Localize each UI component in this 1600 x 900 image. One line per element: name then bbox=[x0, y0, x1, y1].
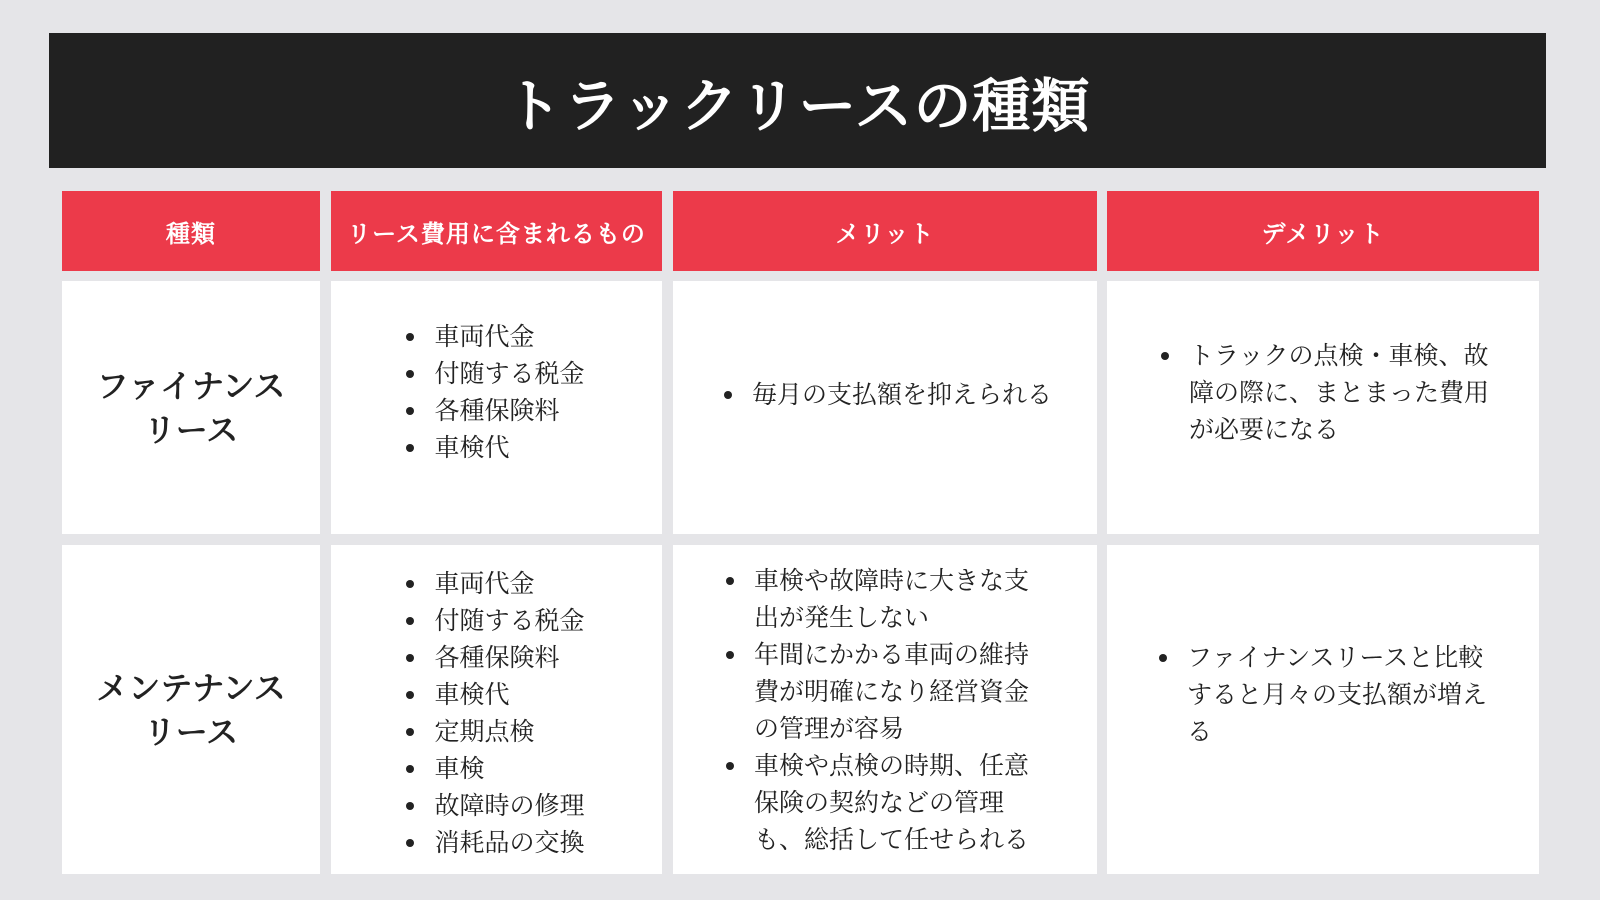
list-item: 定期点検 bbox=[400, 713, 584, 750]
row-maintenance-merit bbox=[673, 545, 1097, 874]
row-maintenance-type-line1: メンテナンス bbox=[96, 668, 286, 707]
row-finance-demerit bbox=[1107, 281, 1539, 534]
list-item: 車検代 bbox=[400, 429, 584, 466]
row-finance-included-list bbox=[400, 318, 584, 466]
row-finance-merit bbox=[673, 281, 1097, 534]
list-item: 車両代金 bbox=[400, 318, 584, 355]
row-finance-merit-list bbox=[718, 376, 1052, 413]
list-item: トラックの点検・車検、故障の際に、まとまった費用が必要になる bbox=[1155, 337, 1491, 448]
list-item: ファイナンスリースと比較すると月々の支払額が増える bbox=[1153, 639, 1493, 750]
list-item: 車検や点検の時期、任意保険の契約などの管理も、総括して任せられる bbox=[720, 747, 1050, 858]
header-included bbox=[331, 191, 662, 271]
list-item: 故障時の修理 bbox=[400, 787, 584, 824]
row-maintenance-included-list bbox=[400, 565, 584, 861]
header-demerit-label: デメリット bbox=[1261, 219, 1385, 248]
row-maintenance-demerit bbox=[1107, 545, 1539, 874]
header-demerit bbox=[1107, 191, 1539, 271]
row-finance-type-line2: リース bbox=[143, 410, 239, 449]
list-item: 各種保険料 bbox=[400, 392, 584, 429]
row-finance-included bbox=[331, 281, 662, 534]
header-merit bbox=[673, 191, 1097, 271]
row-finance-demerit-list bbox=[1155, 337, 1491, 448]
header-included-label: リース費用に含まれるもの bbox=[347, 219, 646, 248]
list-item: 毎月の支払額を抑えられる bbox=[718, 376, 1052, 413]
header-type-label: 種類 bbox=[166, 219, 216, 248]
list-item: 車検 bbox=[400, 750, 584, 787]
list-item: 車検代 bbox=[400, 676, 584, 713]
title-bar bbox=[49, 33, 1546, 168]
page-title: トラックリースの種類 bbox=[504, 71, 1091, 140]
row-maintenance-type bbox=[62, 545, 320, 874]
header-type bbox=[62, 191, 320, 271]
row-maintenance-merit-list bbox=[720, 562, 1050, 858]
list-item: 各種保険料 bbox=[400, 639, 584, 676]
row-finance-type bbox=[62, 281, 320, 534]
row-maintenance-demerit-list bbox=[1153, 639, 1493, 750]
list-item: 車両代金 bbox=[400, 565, 584, 602]
list-item: 車検や故障時に大きな支出が発生しない bbox=[720, 562, 1050, 636]
header-merit-label: メリット bbox=[835, 219, 935, 248]
list-item: 付随する税金 bbox=[400, 602, 584, 639]
row-maintenance-included bbox=[331, 545, 662, 874]
row-finance-type-line1: ファイナンス bbox=[96, 366, 286, 405]
list-item: 付随する税金 bbox=[400, 355, 584, 392]
list-item: 消耗品の交換 bbox=[400, 824, 584, 861]
row-maintenance-type-line2: リース bbox=[143, 712, 239, 751]
list-item: 年間にかかる車両の維持費が明確になり経営資金の管理が容易 bbox=[720, 636, 1050, 747]
